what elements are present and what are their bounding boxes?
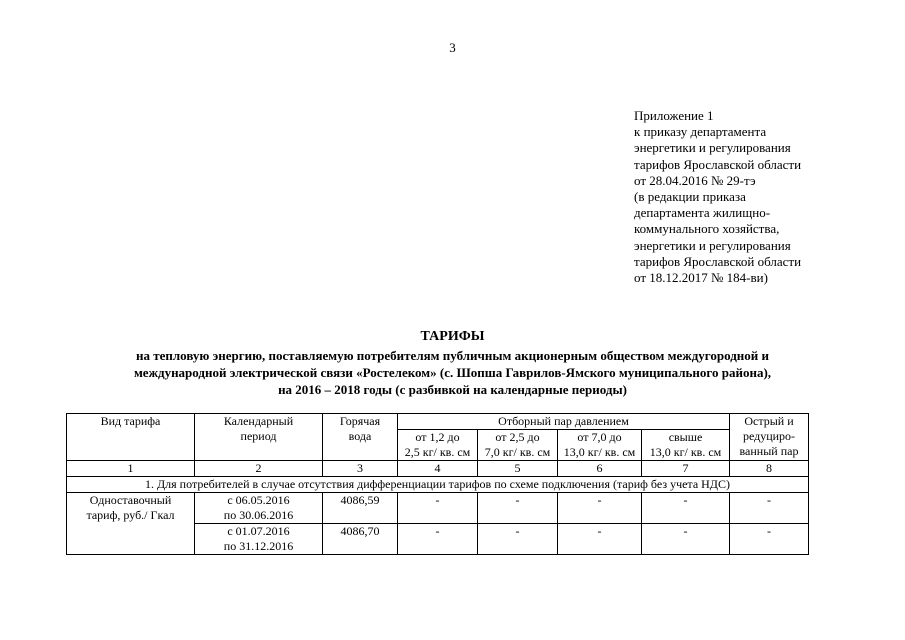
value-cell: - bbox=[558, 524, 642, 555]
column-number: 6 bbox=[558, 461, 642, 477]
value-cell: - bbox=[398, 524, 478, 555]
header-sharp-steam: Острый и редуциро- ванный пар bbox=[730, 414, 809, 461]
title-line: на тепловую энергию, поставляемую потребителям публичным акционерным обществом междугородной и bbox=[135, 348, 770, 363]
value-cell: - bbox=[478, 493, 558, 524]
column-number: 1 bbox=[67, 461, 195, 477]
header-hot-water: Горячая вода bbox=[323, 414, 398, 461]
value-cell: - bbox=[478, 524, 558, 555]
column-number: 8 bbox=[730, 461, 809, 477]
header-pressure-1: от 1,2 до 2,5 кг/ кв. см bbox=[398, 430, 478, 461]
hot-water-value: 4086,59 bbox=[323, 493, 398, 524]
title-line: на 2016 – 2018 годы (с разбивкой на календарные периоды) bbox=[278, 382, 627, 397]
tariffs-table bbox=[66, 413, 809, 555]
appendix-line: тарифов Ярославской области bbox=[634, 156, 802, 172]
hot-water-value: 4086,70 bbox=[323, 524, 398, 555]
appendix-block bbox=[634, 108, 864, 286]
appendix-line: Приложение 1 bbox=[634, 108, 714, 123]
appendix-line: от 28.04.2016 № 29-тэ bbox=[634, 172, 756, 188]
tariff-name: Одноставочный тариф, руб./ Гкал bbox=[67, 493, 195, 555]
value-cell: - bbox=[730, 493, 809, 524]
section-title: 1. Для потребителей в случае отсутствия дифференциации тарифов по схеме подключения (тариф без учета НДС) bbox=[67, 477, 809, 493]
section-row bbox=[67, 477, 809, 493]
document-title bbox=[60, 328, 845, 398]
title-line: международной электрической связи «Ростелеком» (с. Шопша Гаврилов-Ямского муниципального района), bbox=[133, 365, 772, 380]
column-number: 7 bbox=[642, 461, 730, 477]
header-steam-group: Отборный пар давлением bbox=[398, 414, 730, 430]
appendix-line: департамента жилищно- bbox=[634, 205, 771, 221]
header-pressure-2: от 2,5 до 7,0 кг/ кв. см bbox=[478, 430, 558, 461]
header-pressure-4: свыше 13,0 кг/ кв. см bbox=[642, 430, 730, 461]
column-number: 3 bbox=[323, 461, 398, 477]
period-cell: с 01.07.2016 по 31.12.2016 bbox=[195, 524, 323, 555]
header-row bbox=[67, 414, 809, 430]
appendix-line: тарифов Ярославской области bbox=[634, 253, 802, 269]
page-number: 3 bbox=[449, 40, 456, 55]
table-row bbox=[67, 493, 809, 524]
value-cell: - bbox=[730, 524, 809, 555]
appendix-line: к приказу департамента bbox=[634, 124, 767, 140]
value-cell: - bbox=[558, 493, 642, 524]
title-main: ТАРИФЫ bbox=[420, 329, 485, 344]
value-cell: - bbox=[398, 493, 478, 524]
header-tariff-type: Вид тарифа bbox=[67, 414, 195, 461]
appendix-line: от 18.12.2017 № 184-ви) bbox=[634, 270, 768, 286]
value-cell: - bbox=[642, 524, 730, 555]
period-cell: с 06.05.2016 по 30.06.2016 bbox=[195, 493, 323, 524]
column-number: 5 bbox=[478, 461, 558, 477]
header-period: Календарный период bbox=[195, 414, 323, 461]
column-number-row bbox=[67, 461, 809, 477]
value-cell: - bbox=[642, 493, 730, 524]
appendix-line: (в редакции приказа bbox=[634, 189, 746, 205]
appendix-line: коммунального хозяйства, bbox=[634, 221, 780, 237]
appendix-line: энергетики и регулирования bbox=[634, 140, 791, 156]
appendix-line: энергетики и регулирования bbox=[634, 237, 791, 253]
column-number: 2 bbox=[195, 461, 323, 477]
header-pressure-3: от 7,0 до 13,0 кг/ кв. см bbox=[558, 430, 642, 461]
column-number: 4 bbox=[398, 461, 478, 477]
